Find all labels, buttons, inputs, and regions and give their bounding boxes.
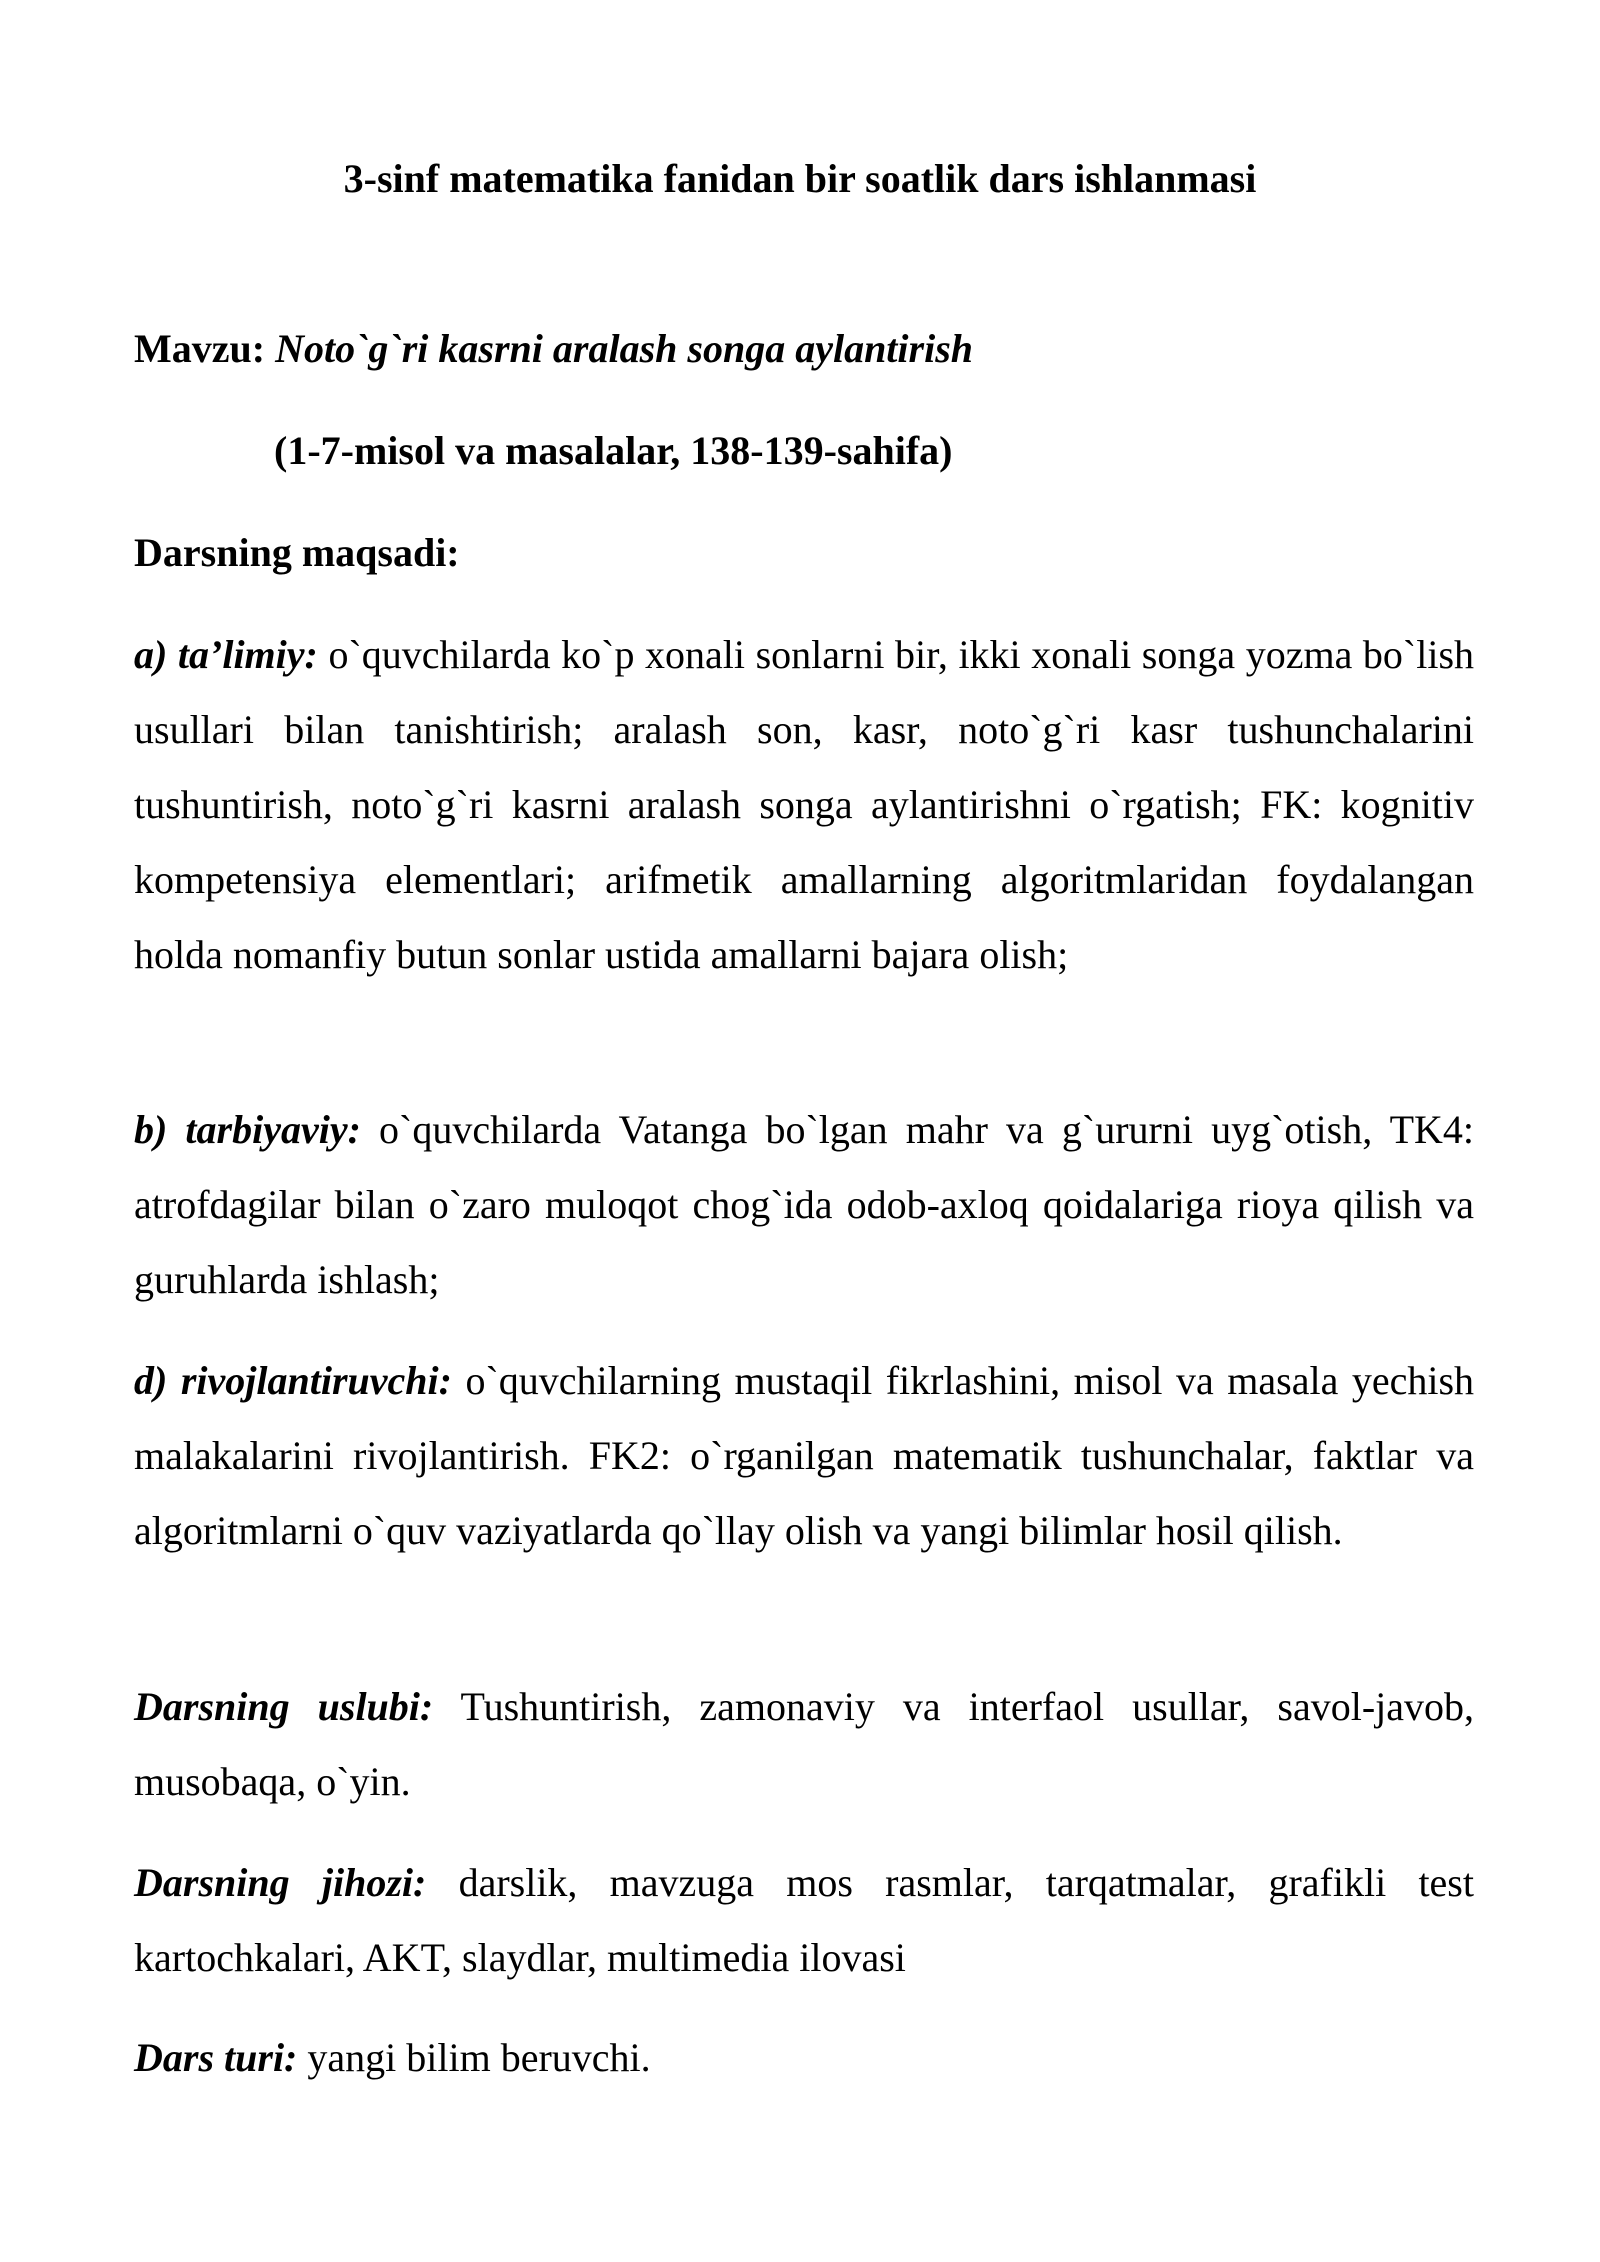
lesson-goals-heading: Darsning maqsadi:	[134, 530, 460, 575]
lesson-equipment-text: darslik, mavzuga mos rasmlar, tarqatmalar, grafikli test kartochkalari, AKT, slaydlar, multimedia ilovasi	[134, 1860, 1474, 1980]
exercise-reference: (1-7-misol va masalalar, 138-139-sahifa)	[274, 428, 953, 473]
lesson-type-label: Dars turi:	[134, 2035, 298, 2080]
topic-value: Noto`g`ri kasrni aralash songa aylantirish	[275, 326, 974, 371]
lesson-method-label: Darsning uslubi:	[134, 1684, 434, 1729]
topic-line	[134, 311, 1474, 386]
goal-developmental-text: o`quvchilarning mustaqil fikrlashini, misol va masala yechish malakalarini rivojlantirish. FK2: o`rganilgan matematik tushunchalar, faktlar va algoritmlarni o`quv vaziyatlarda qo`llay olish va yangi bilimlar hosil qilish.	[134, 1358, 1475, 1553]
lesson-equipment	[134, 1845, 1474, 1995]
lesson-type-text: yangi bilim beruvchi.	[307, 2035, 651, 2080]
goal-educational	[134, 617, 1474, 992]
lesson-method	[134, 1669, 1474, 1819]
topic-label: Mavzu:	[134, 326, 266, 371]
lesson-type	[134, 2020, 1474, 2095]
lesson-equipment-label: Darsning jihozi:	[134, 1860, 427, 1905]
goal-upbringing-label: b) tarbiyaviy:	[134, 1107, 361, 1152]
lesson-method-text: Tushuntirish, zamonaviy va interfaol usullar, savol-javob, musobaqa, o`yin.	[134, 1684, 1475, 1804]
document-title: 3-sinf matematika fanidan bir soatlik dars ishlanmasi	[343, 156, 1257, 201]
goal-upbringing-text: o`quvchilarda Vatanga bo`lgan mahr va g`ururni uyg`otish, TK4: atrofdagilar bilan o`zaro muloqot chog`ida odob-axloq qoidalariga rioya qilish va guruhlarda ishlash;	[134, 1107, 1475, 1302]
goal-educational-label: a) ta’limiy:	[134, 632, 318, 677]
goal-upbringing	[134, 1092, 1474, 1317]
goal-developmental-label: d) rivojlantiruvchi:	[134, 1358, 452, 1403]
goal-educational-text: o`quvchilarda ko`p xonali sonlarni bir, ikki xonali songa yozma bo`lish usullari bilan tanishtirish; aralash son, kasr, noto`g`ri kasr tushunchalarini tushuntirish, noto`g`ri kasrni aralash songa aylantirishni o`rgatish; FK: kognitiv kompetensiya elementlari; arifmetik amallarning algoritmlaridan foydalangan holda nomanfiy butun sonlar ustida amallarni bajara olish;	[134, 632, 1475, 977]
goal-developmental	[134, 1343, 1474, 1568]
